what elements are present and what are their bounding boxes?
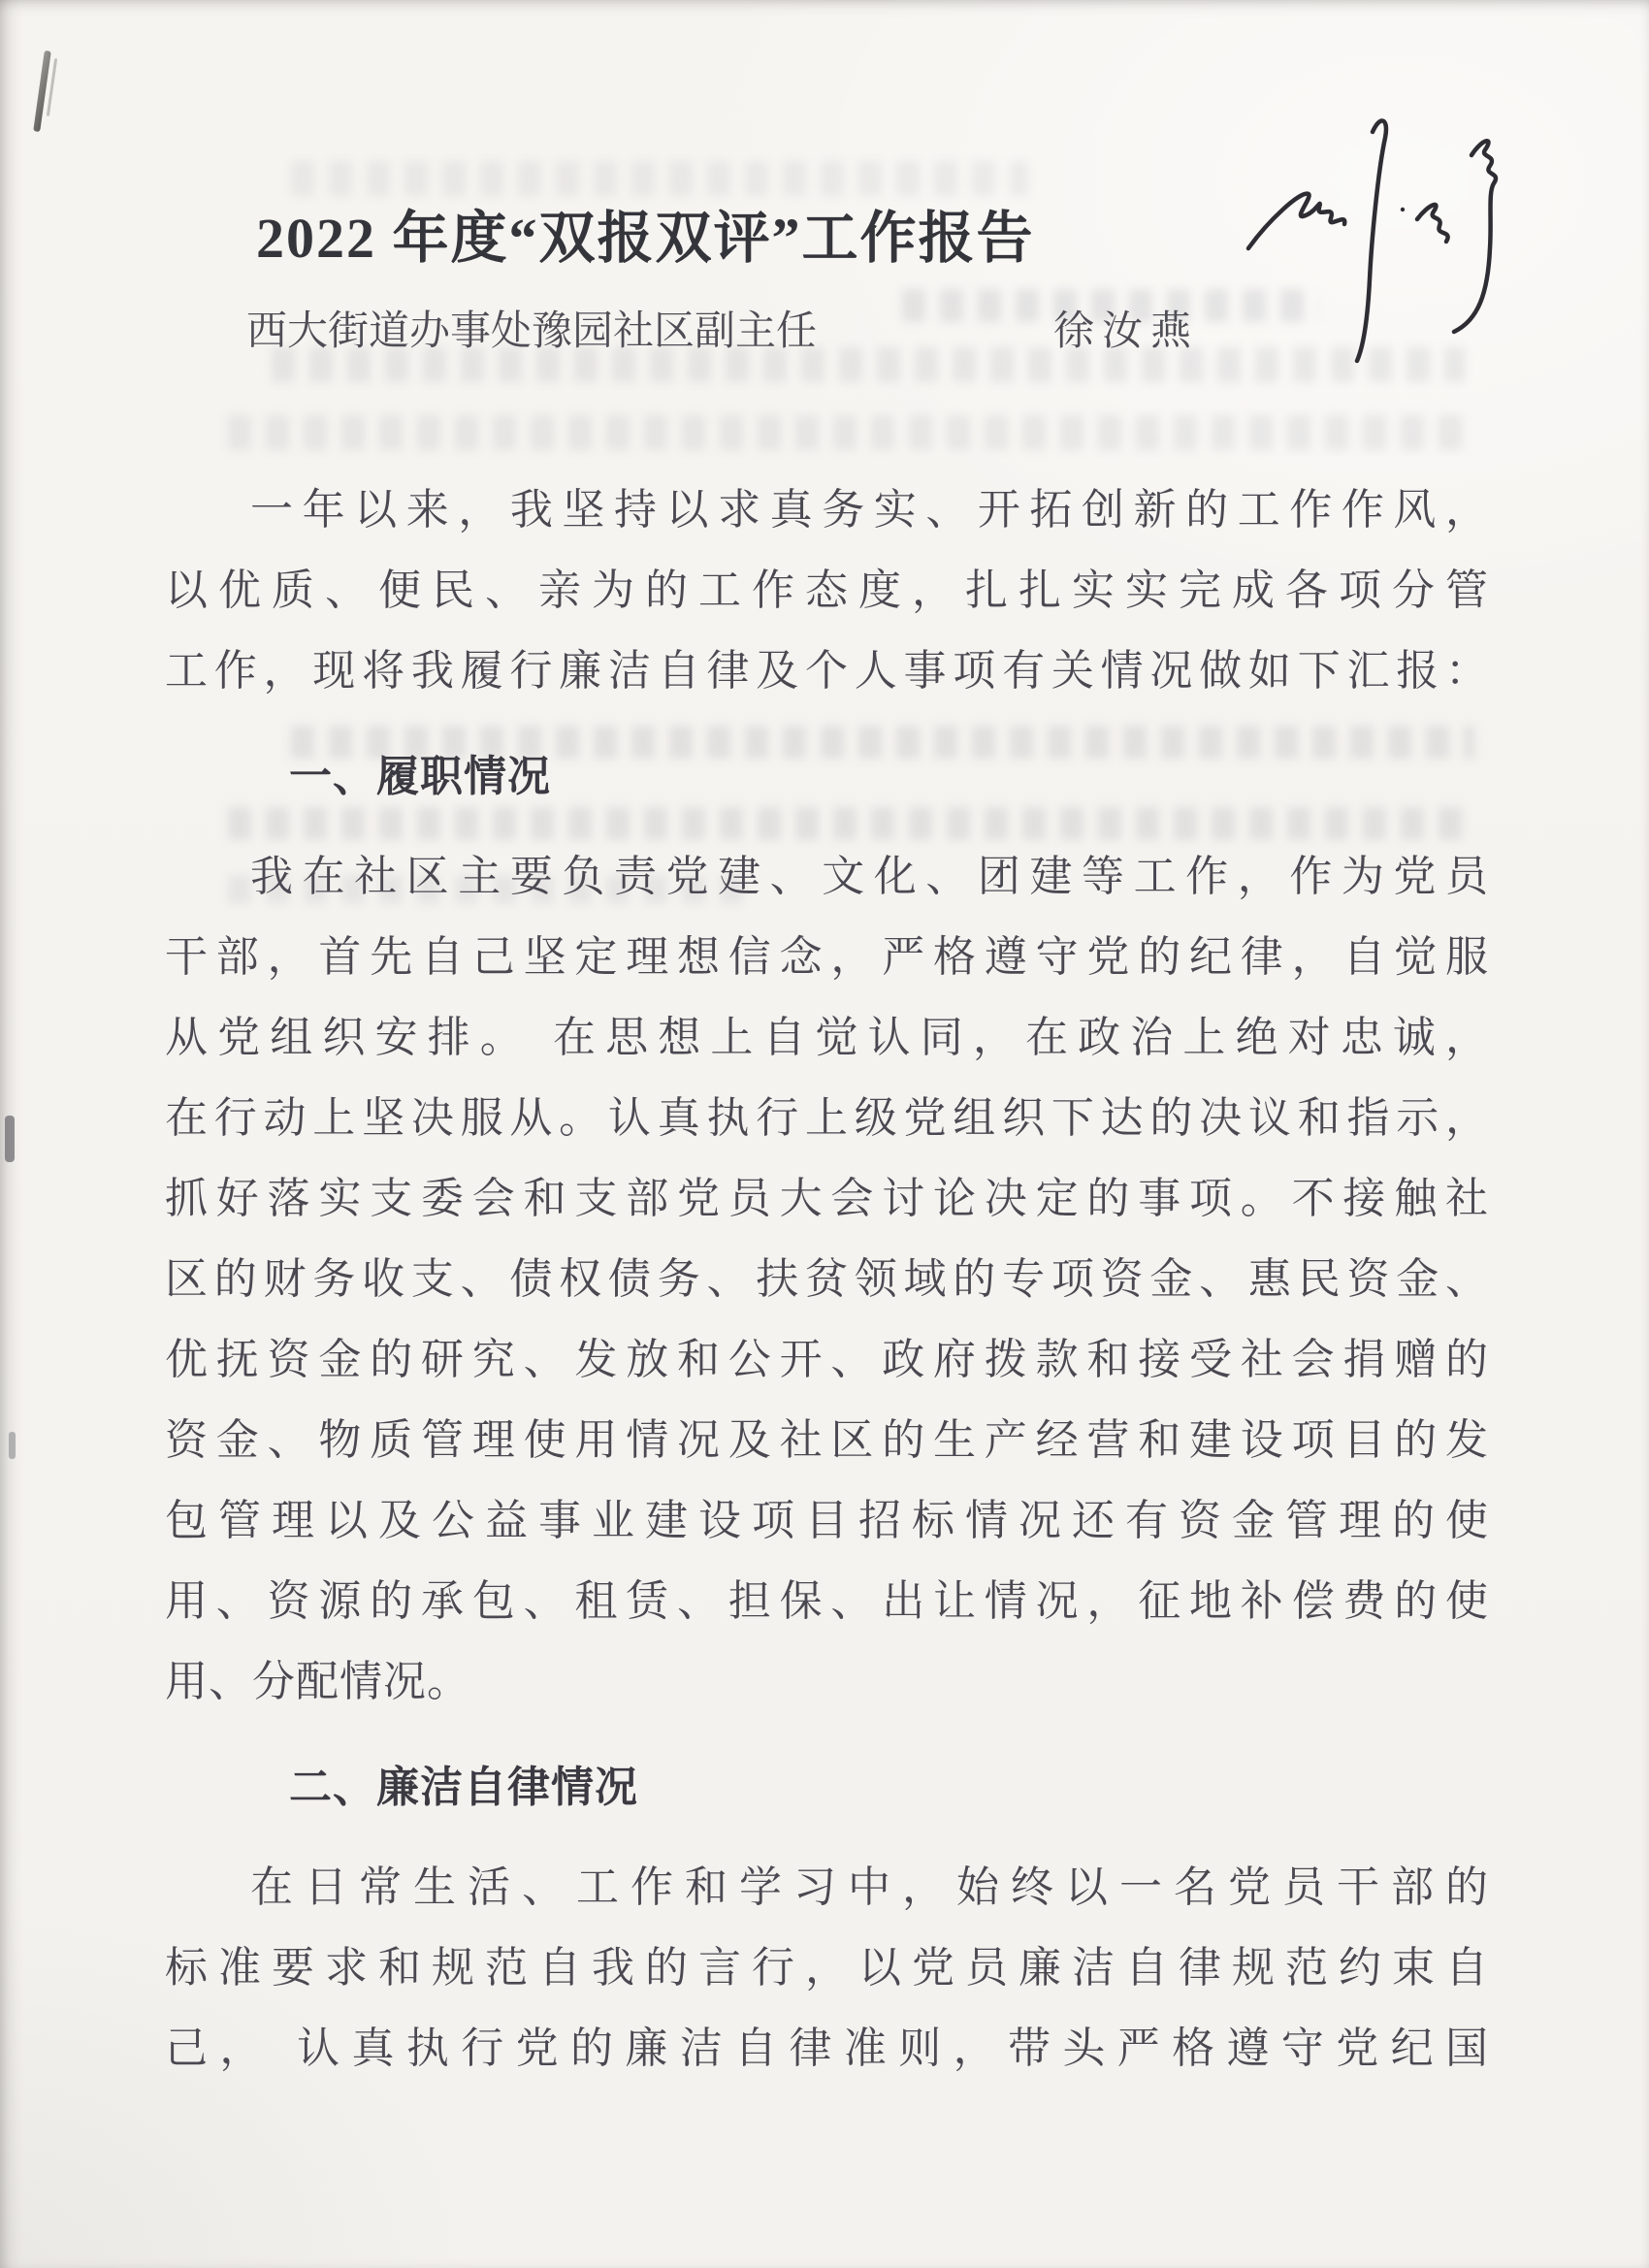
body-line: 标准要求和规范自我的言行，以党员廉洁自律规范约束自	[165, 1944, 1489, 1992]
page-title: 2022 年度“双报双评”工作报告	[256, 207, 1035, 270]
body-line: 优抚资金的研究、发放和公开、政府拨款和接受社会捐赠的	[165, 1336, 1489, 1383]
handwritten-signature	[1227, 93, 1518, 384]
body-line: 用、资源的承包、租赁、担保、出让情况，征地补偿费的使	[165, 1577, 1489, 1625]
byline-position: 西大街道办事处豫园社区副主任	[246, 309, 818, 354]
body-line: 抓好落实支委会和支部党员大会讨论决定的事项。不接触社	[165, 1175, 1489, 1222]
body-line: 区的财务收支、债权债务、扶贫领域的专项资金、惠民资金、	[165, 1255, 1489, 1303]
section-heading: 一、履职情况	[289, 753, 551, 800]
section-heading: 二、廉洁自律情况	[289, 1764, 638, 1811]
document-content	[165, 192, 1489, 2089]
body-line: 资金、物质管理使用情况及社区的生产经营和建设项目的发	[165, 1416, 1489, 1464]
body-line: 从党组织安排。 在思想上自觉认同，在政治上绝对忠诚，	[165, 1014, 1489, 1061]
byline-author-name: 徐汝燕	[1053, 309, 1200, 354]
body-line: 在日常生活、工作和学习中，始终以一名党员干部的	[250, 1863, 1489, 1911]
body-line: 一年以来，我坚持以求真务实、开拓创新的工作作风，	[250, 486, 1489, 534]
body-line: 己， 认真执行党的廉洁自律准则，带头严格遵守党纪国	[165, 2025, 1489, 2072]
bleedthrough-smudge	[291, 161, 1028, 196]
body-line: 工作，现将我履行廉洁自律及个人事项有关情况做如下汇报：	[165, 647, 1489, 695]
scan-edge-artifact	[5, 1116, 15, 1162]
body-line: 包管理以及公益事业建设项目招标情况还有资金管理的使	[165, 1497, 1489, 1544]
body-line: 干部，首先自己坚定理想信念，严格遵守党的纪律，自觉服	[165, 933, 1489, 981]
scan-edge-artifact	[9, 1432, 16, 1459]
body-line: 在行动上坚决服从。认真执行上级党组织下达的决议和指示，	[165, 1094, 1489, 1142]
body-line: 我在社区主要负责党建、文化、团建等工作，作为党员	[250, 853, 1489, 900]
body-line: 以优质、便民、亲为的工作态度，扎扎实实完成各项分管	[165, 567, 1489, 614]
body-text	[165, 470, 1489, 2089]
body-line: 用、分配情况。	[165, 1658, 470, 1705]
staple-mark	[33, 50, 51, 132]
